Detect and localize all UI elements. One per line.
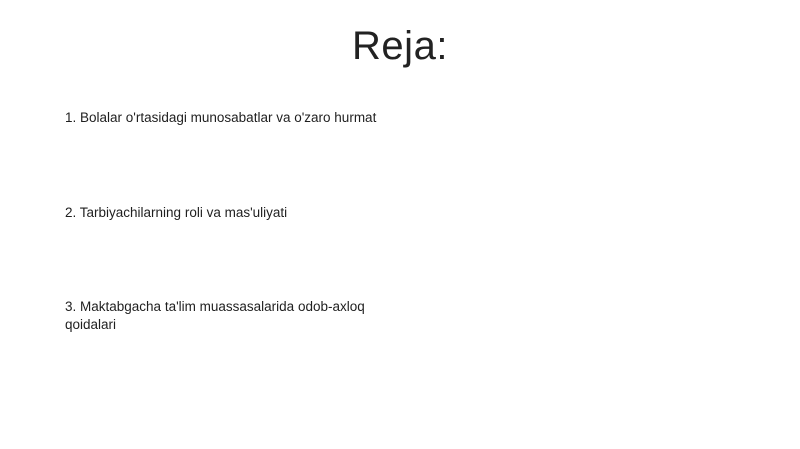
plan-item-2: 2. Tarbiyachilarning roli va mas'uliyati	[65, 205, 288, 220]
plan-item-1: 1. Bolalar o'rtasidagi munosabatlar va o'zaro hurmat	[65, 110, 377, 125]
slide-title: Reja:	[352, 24, 448, 68]
plan-item-3: 3. Maktabgacha ta'lim muassasalarida odob-axloq qoidalari	[65, 299, 365, 332]
